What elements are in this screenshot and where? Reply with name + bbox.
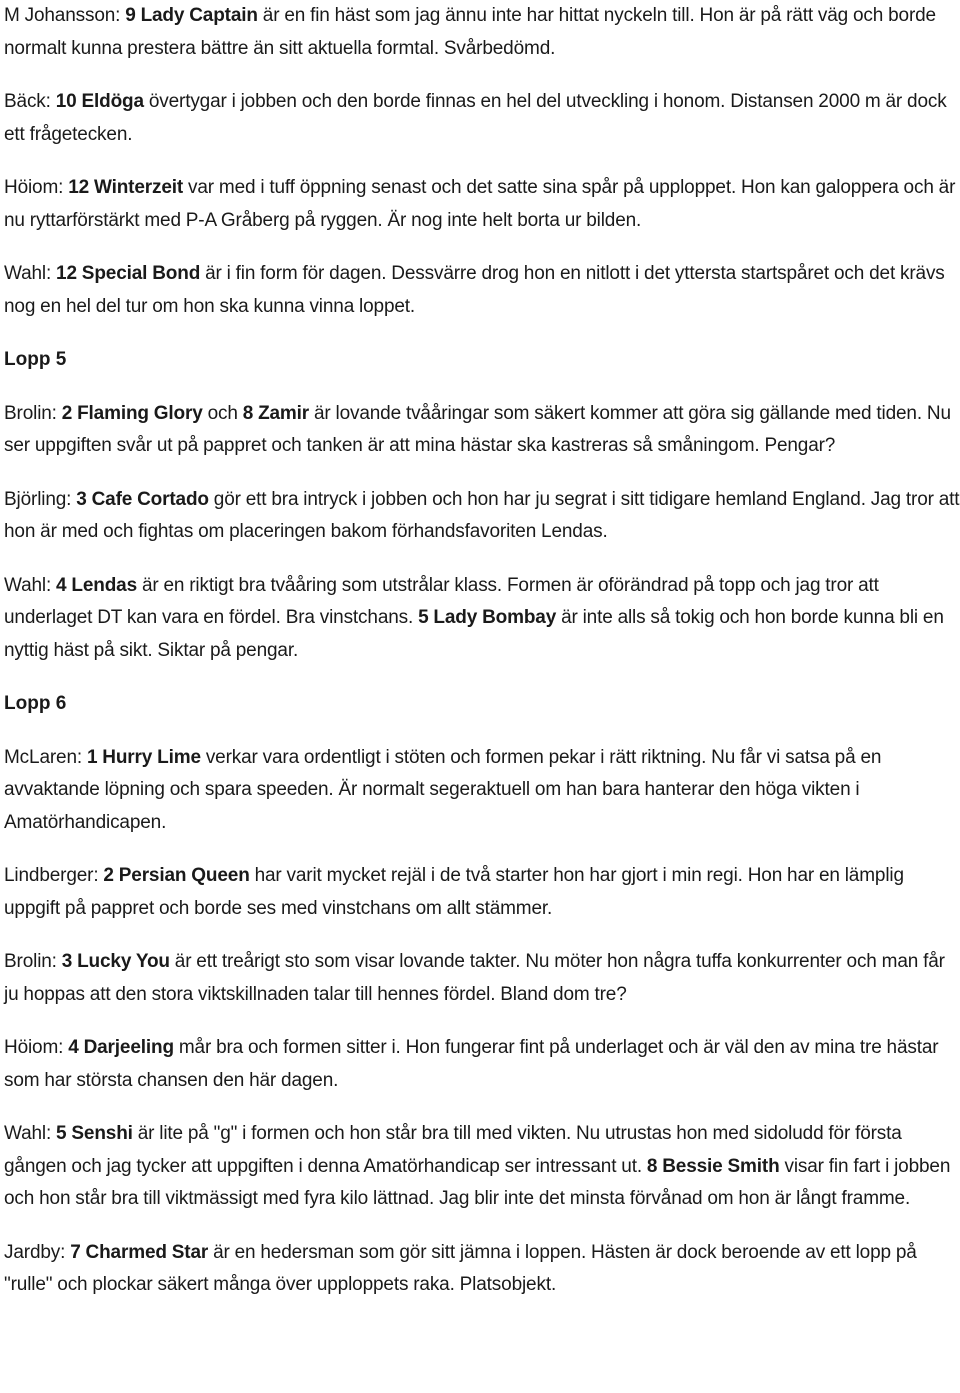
text-segment: Jardby: <box>4 1241 71 1263</box>
text-segment: är en fin häst som jag ännu inte har hittat nyckeln till. Hon är på rätt väg och borde normalt kunna prestera bättre än sitt aktuella formtal. Svårbedömd. <box>4 5 936 59</box>
text-segment: Lopp 6 <box>4 693 67 714</box>
horse-name: 4 Darjeeling <box>68 1037 174 1058</box>
paragraph <box>4 258 960 323</box>
horse-name: 3 Cafe Cortado <box>76 488 209 510</box>
paragraph-gap <box>4 549 960 570</box>
text-segment: Lindberger: <box>4 865 104 886</box>
text-segment: M Johansson: <box>4 5 126 26</box>
section-heading <box>4 688 960 721</box>
paragraph <box>4 86 960 151</box>
text-segment: och <box>202 402 243 424</box>
paragraph-gap <box>4 721 960 742</box>
text-segment: verkar vara ordentligt i stöten och formen pekar i rätt riktning. Nu får vi satsa på en avvaktande löpning och spara speeden. Är normalt segeraktuell om han bara hanterar den höga vikten i Amatörhandicapen. <box>4 746 882 833</box>
document-body <box>4 0 960 1302</box>
text-segment: är lovande tvååringar som säkert kommer att göra sig gällande med tiden. Nu ser uppgiften svår ut på pappret och tanken är att mina hästar ska kastreras så småningom. Pengar? <box>4 402 951 456</box>
paragraph-gap <box>4 237 960 258</box>
paragraph <box>4 946 960 1011</box>
paragraph-gap <box>4 1097 960 1118</box>
text-segment: mår bra och formen sitter i. Hon fungerar fint på underlaget och är väl den av mina tre hästar som har största chansen den här dagen. <box>4 1037 939 1091</box>
paragraph <box>4 570 960 668</box>
paragraph-gap <box>4 1216 960 1237</box>
text-segment: Björling: <box>4 488 77 510</box>
paragraph <box>4 398 960 463</box>
paragraph <box>4 0 960 65</box>
text-segment: Brolin: <box>4 402 62 424</box>
section-heading <box>4 344 960 377</box>
paragraph-gap <box>4 377 960 398</box>
text-segment: gör ett bra intryck i jobben och hon har ju segrat i sitt tidigare hemland England. Jag tror att hon är med och fightas om placeringen bakom förhandsfavoriten Lendas. <box>4 488 960 542</box>
text-segment: Bäck: <box>4 91 56 112</box>
text-segment: har varit mycket rejäl i de två starter hon har gjort i min regi. Hon har en lämplig uppgift på pappret och borde ses med vinstchans om allt stämmer. <box>4 865 904 919</box>
text-segment: visar fin fart i jobben och hon står bra till viktmässigt med fyra kilo lättnad. Jag blir inte det minsta förvånad om hon är långt framme. <box>4 1155 951 1209</box>
horse-name: 7 Charmed Star <box>70 1241 209 1263</box>
paragraph-gap <box>4 151 960 172</box>
text-segment: Wahl: <box>4 263 57 284</box>
paragraph <box>4 484 960 549</box>
horse-name: 3 Lucky You <box>61 951 170 972</box>
paragraph <box>4 1237 960 1302</box>
horse-name: 4 Lendas <box>56 574 138 596</box>
horse-name: 12 Winterzeit <box>68 177 184 198</box>
paragraph-gap <box>4 323 960 344</box>
text-segment: McLaren: <box>4 746 87 768</box>
text-segment: Brolin: <box>4 951 62 972</box>
paragraph <box>4 860 960 925</box>
text-segment: övertygar i jobben och den borde finnas en hel del utveckling i honom. Distansen 2000 m är dock ett frågetecken. <box>4 91 947 145</box>
paragraph <box>4 1118 960 1216</box>
text-segment: Lopp 5 <box>4 349 67 370</box>
horse-name: 12 Special Bond <box>56 263 201 284</box>
text-segment: är ett treårigt sto som visar lovande takter. Nu möter hon några tuffa konkurrenter och man får ju hoppas att den stora viktskillnaden talar till hennes fördel. Bland dom tre? <box>4 951 945 1005</box>
paragraph-gap <box>4 1011 960 1032</box>
horse-name: 5 Senshi <box>56 1123 133 1144</box>
text-segment: är en hedersman som gör sitt jämna i loppen. Hästen är dock beroende av ett lopp på "rulle" och plockar säkert många över upploppets raka. Platsobjekt. <box>4 1241 917 1295</box>
horse-name: 8 Zamir <box>242 402 310 424</box>
text-segment: Höiom: <box>4 177 69 198</box>
text-segment: är i fin form för dagen. Dessvärre drog hon en nitlott i det yttersta startspåret och det krävs nog en hel del tur om hon ska kunna vinna loppet. <box>4 263 945 317</box>
horse-name: 8 Bessie Smith <box>646 1155 780 1177</box>
text-segment: var med i tuff öppning senast och det satte sina spår på upploppet. Hon kan galoppera och är nu ryttarförstärkt med P-A Gråberg på ryggen. Är nog inte helt borta ur bilden. <box>4 177 956 231</box>
text-segment: är inte alls så tokig och hon borde kunna bli en nyttig häst på sikt. Siktar på pengar. <box>4 607 944 661</box>
text-segment: Höiom: <box>4 1037 69 1058</box>
horse-name: 1 Hurry Lime <box>86 746 201 768</box>
horse-name: 2 Flaming Glory <box>61 402 203 424</box>
text-segment: Wahl: <box>4 1123 57 1144</box>
horse-name: 2 Persian Queen <box>103 865 250 886</box>
text-segment: är lite på "g" i formen och hon står bra till med vikten. Nu utrustas hon med sidoludd för första gången och jag tycker att uppgiften i denna Amatörhandicap ser intressant ut. <box>4 1123 902 1177</box>
paragraph <box>4 742 960 840</box>
paragraph <box>4 172 960 237</box>
text-segment: är en riktigt bra tvååring som utstrålar klass. Formen är oförändrad på topp och jag tror att underlaget DT kan vara en fördel. Bra vinstchans. <box>4 574 879 628</box>
horse-name: 5 Lady Bombay <box>418 607 557 628</box>
paragraph-gap <box>4 839 960 860</box>
horse-name: 10 Eldöga <box>55 91 144 112</box>
paragraph-gap <box>4 65 960 86</box>
paragraph-gap <box>4 925 960 946</box>
text-segment: Wahl: <box>4 574 57 596</box>
paragraph-gap <box>4 463 960 484</box>
paragraph <box>4 1032 960 1097</box>
horse-name: 9 Lady Captain <box>125 5 258 26</box>
paragraph-gap <box>4 667 960 688</box>
